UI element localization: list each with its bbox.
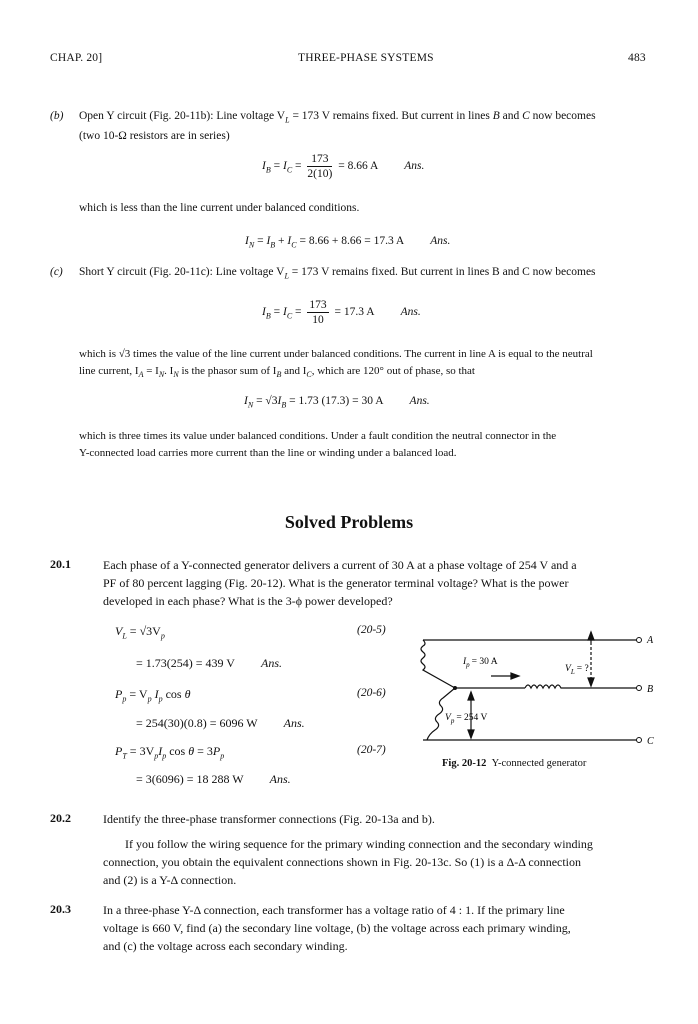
equation-pt: $P_T = 3V_pI_p$ $\cos \theta = 3P_p$ — [115, 744, 225, 761]
part-b-text: Open Y circuit (Fig. 20-11b): Line voltage $V_L = 173$ V remains fixed. But current in lines B and C now becomes (two 10-Ω resistors are in series) — [79, 110, 596, 143]
problem-20-2-solution: If you follow the wiring sequence for the primary winding connection and the secondary winding connection, you obtain the equivalent connections shown in Fig. 20-13c. So (1) is a Δ-Δ connection and (2) is a Y-Δ connection. — [103, 837, 593, 887]
page-number: 483 — [628, 52, 646, 64]
equation-pt-value: = 3(6096) = 18 288 W Ans. — [136, 772, 291, 786]
equation-in-short: $I_N = √3I_B = 1.73$ (17.3) = 30 A Ans. — [244, 395, 430, 410]
problem-number-20-3: 20.3 — [50, 902, 71, 916]
problem-20-3-text: In a three-phase Y-Δ connection, each transformer has a voltage ratio of 4 : 1. If the primary line voltage is 660 V, find (a) the secondary line voltage, (b) the voltage across each primary winding, and (c) the voltage across each secondary winding. — [103, 903, 571, 953]
ip-label: $I_p = 30$ A — [463, 657, 498, 669]
problem-number-20-2: 20.2 — [50, 811, 71, 825]
vl-label: $V_L$ = ? — [565, 664, 589, 676]
equation-ref-20-6: (20-6) — [357, 687, 386, 699]
winding-a — [421, 640, 455, 688]
problem-number-20-1: 20.1 — [50, 557, 71, 571]
equation-pp: $P_p = V_p$ $I_p$ cos θ — [115, 687, 191, 704]
winding-b — [525, 685, 565, 688]
part-c-text: Short Y circuit (Fig. 20-11c): Line voltage $V_L = 173$ V remains fixed. But current in lines B and C now becomes — [79, 266, 596, 281]
problem-20-1-text: Each phase of a Y-connected generator delivers a current of 30 A at a phase voltage of 254 V and a PF of 80 percent lagging (Fig. 20-12). What is the generator terminal voltage? What is the power developed in each phase? What is the 3-ϕ power developed? — [103, 558, 577, 608]
part-c-conclusion: which is three times its value under balanced conditions. Under a fault condition the neutral connector in the Y-connected load carries more current than the line or winding under a balanced load. — [79, 430, 557, 459]
section-title: Solved Problems — [284, 512, 414, 532]
equation-ref-20-7: (20-7) — [357, 744, 386, 756]
part-b-label: (b) — [50, 110, 64, 122]
chapter-label: CHAP. 20] — [50, 52, 103, 64]
equation-vl: $V_L = √3V_p$ — [115, 624, 165, 641]
equation-ib-short: $I_B = I_C$ = $\frac{173}{10}$ = 17.3 A Ans. — [262, 299, 421, 326]
equation-vl-value: = 1.73(254) = 439 V Ans. — [136, 656, 282, 670]
figure-y-connected-generator — [415, 626, 660, 761]
terminal-c-label: C — [647, 736, 654, 747]
problem-20-2-text: Identify the three-phase transformer connections (Fig. 20-13a and b). — [103, 812, 435, 826]
equation-pp-value: = 254(30)(0.8) = 6096 W Ans. — [136, 716, 305, 730]
equation-ib-open: $I_B = I_C$ = $\frac{173}{2(10)}$ = 8.66 A Ans. — [262, 153, 425, 180]
terminal-a-label: A — [647, 635, 654, 646]
equation-in-open: $I_N = I_B + I_C = 8.66 + 8.66 = 17.3$ A Ans. — [245, 235, 451, 250]
equation-ref-20-5: (20-5) — [357, 624, 386, 636]
terminal-b-label: B — [647, 684, 654, 695]
running-title: THREE-PHASE SYSTEMS — [298, 52, 434, 64]
part-c-label: (c) — [50, 266, 63, 278]
figure-caption: Fig. 20-12 Y-connected generator — [442, 758, 587, 769]
part-b-conclusion: which is less than the line current under balanced conditions. — [79, 202, 360, 214]
vp-label: $V_p = 254$ V — [445, 713, 488, 725]
part-c-explanation: which is √3 times the value of the line current under balanced conditions. The current in line A is equal to the neutral line current, $I_A = I_N$. $I_N$ is the phasor sum of $I_B$ and $I_C$, which are 120° out of phase, so that — [79, 348, 593, 380]
